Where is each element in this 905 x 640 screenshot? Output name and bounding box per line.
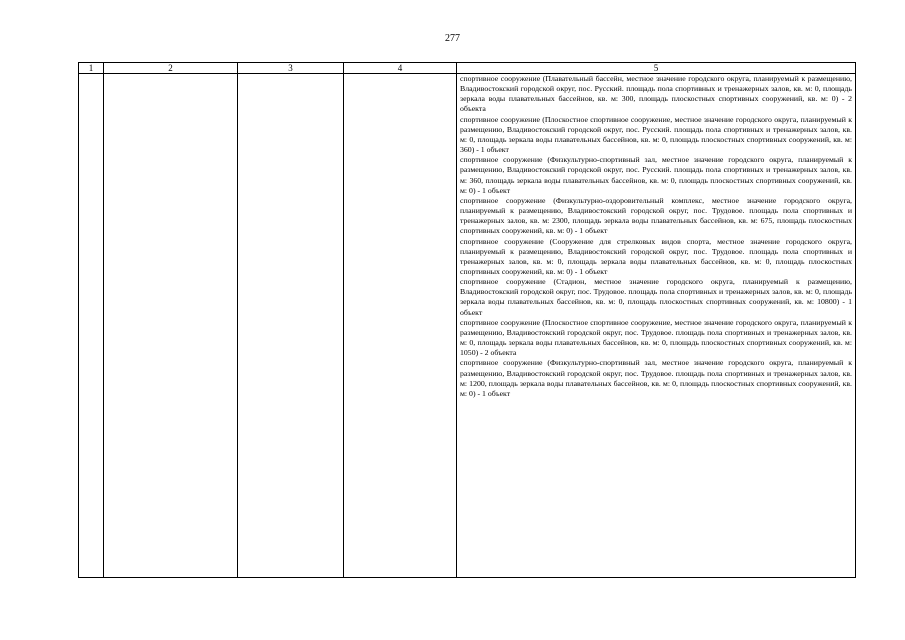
column-header-3: 3 (238, 63, 344, 74)
list-item: спортивное сооружение (Плоскостное спортивное сооружение, местное значение городского округа, планируемый к размещению, Владивостокский городской округ, пос. Русский. площадь пола спортивных и тренажерных залов, кв. м: 0, площадь зеркала воды плавательных бассейнов, кв. м: 0, площадь плоскостных спортивных сооружений, кв. м: 360) - 1 объект (460, 114, 852, 155)
page-number: 277 (445, 33, 460, 44)
list-item: спортивное сооружение (Плоскостное спортивное сооружение, местное значение городского округа, планируемый к размещению, Владивостокский городской округ, пос. Трудовое. площадь пола спортивных и тренажерных залов, кв. м: 0, площадь зеркала воды плавательных бассейнов, кв. м: 0, площадь плоскостных спортивных сооружений, кв. м: 1050) - 2 объекта (460, 317, 852, 358)
column-header-1: 1 (79, 63, 104, 74)
list-item: спортивное сооружение (Физкультурно-оздоровительный комплекс, местное значение городского округа, планируемый к размещению, Владивостокский городской округ, пос. Трудовое. площадь пола спортивных и тренажерных залов, кв. м: 2300, площадь зеркала воды плавательных бассейнов, кв. м: 675, площадь плоскостных спортивных сооружений, кв. м: 0) - 1 объект (460, 195, 852, 236)
cell-column-4 (344, 74, 457, 578)
list-item: спортивное сооружение (Стадион, местное значение городского округа, планируемый к размещению, Владивостокский городской округ, пос. Трудовое. площадь пола спортивных и тренажерных залов, кв. м: 0, площадь зеркала воды плавательных бассейнов, кв. м: 0, площадь плоскостных спортивных сооружений, кв. м: 10800) - 1 объект (460, 277, 852, 317)
list-item: спортивное сооружение (Плавательный бассейн, местное значение городского округа, планируемый к размещению, Владивостокский городской округ, пос. Русский. площадь пола спортивных и тренажерных залов, кв. м: 0, площадь зеркала воды плавательных бассейнов, кв. м: 300, площадь плоскостных спортивных сооружений, кв. м: 0) - 2 объекта (460, 74, 852, 114)
header-row (79, 63, 856, 74)
column-header-4: 4 (344, 63, 457, 74)
cell-column-5 (457, 74, 856, 578)
document-table (78, 62, 856, 578)
list-item: спортивное сооружение (Физкультурно-спортивный зал, местное значение городского округа, планируемый к размещению, Владивостокский городской округ, пос. Трудовое. площадь пола спортивных и тренажерных залов, кв. м: 1200, площадь зеркала воды плавательных бассейнов, кв. м: 0, площадь плоскостных спортивных сооружений, кв. м: 0) - 1 объект (460, 358, 852, 398)
list-item: спортивное сооружение (Сооружение для стрелковых видов спорта, местное значение городского округа, планируемый к размещению, Владивостокский городской округ, пос. Трудовое. площадь пола спортивных и тренажерных залов, кв. м: 0, площадь зеркала воды плавательных бассейнов, кв. м: 0, площадь плоскостных спортивных сооружений, кв. м: 0) - 1 объект (460, 236, 852, 276)
cell-column-2 (104, 74, 238, 578)
column-header-5: 5 (457, 63, 856, 74)
cell-column-1 (79, 74, 104, 578)
cell-column-3 (238, 74, 344, 578)
list-item: спортивное сооружение (Физкультурно-спортивный зал, местное значение городского округа, планируемый к размещению, Владивостокский городской округ, пос. Русский. площадь пола спортивных и тренажерных залов, кв. м: 360, площадь зеркала воды плавательных бассейнов, кв. м: 0, площадь плоскостных спортивных сооружений, кв. м: 0) - 1 объект (460, 155, 852, 195)
column-header-2: 2 (104, 63, 238, 74)
table-row (79, 74, 856, 578)
